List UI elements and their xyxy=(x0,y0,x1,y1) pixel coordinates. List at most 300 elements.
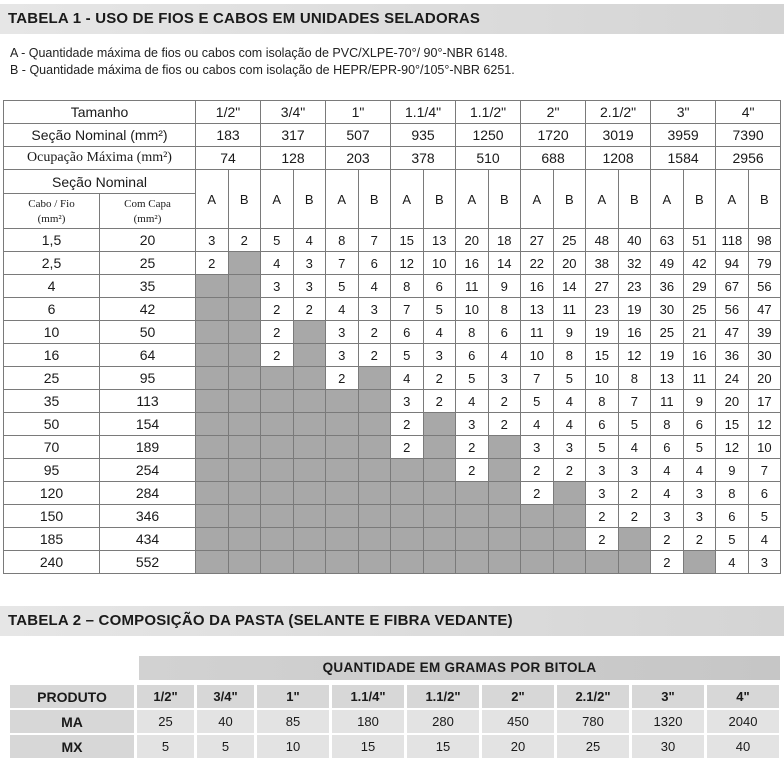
table-row xyxy=(4,344,781,367)
count-cell xyxy=(261,482,294,505)
count-cell: 2 xyxy=(618,482,651,505)
nominal-section-value: 3959 xyxy=(651,124,716,147)
count-cell: 2 xyxy=(293,298,326,321)
quantity-cell: 40 xyxy=(197,710,254,733)
count-cell: 4 xyxy=(488,344,521,367)
table-row xyxy=(4,390,781,413)
count-cell: 8 xyxy=(716,482,749,505)
count-cell: 8 xyxy=(618,367,651,390)
column-a-header: A xyxy=(391,170,424,229)
count-cell: 6 xyxy=(423,275,456,298)
count-cell xyxy=(423,528,456,551)
count-cell xyxy=(521,528,554,551)
count-cell xyxy=(228,551,261,574)
cable-section: 185 xyxy=(4,528,100,551)
count-cell: 5 xyxy=(716,528,749,551)
count-cell: 2 xyxy=(358,321,391,344)
count-cell: 2 xyxy=(261,321,294,344)
count-cell xyxy=(423,436,456,459)
cable-section: 70 xyxy=(4,436,100,459)
count-cell xyxy=(261,459,294,482)
count-cell: 56 xyxy=(716,298,749,321)
count-cell: 4 xyxy=(618,436,651,459)
count-cell: 4 xyxy=(683,459,716,482)
count-cell: 3 xyxy=(293,275,326,298)
count-cell: 4 xyxy=(326,298,359,321)
count-cell: 2 xyxy=(521,482,554,505)
quantity-cell: 15 xyxy=(332,735,404,758)
size-header: 2" xyxy=(482,685,554,708)
count-cell: 20 xyxy=(553,252,586,275)
count-cell xyxy=(293,367,326,390)
cable-section: 50 xyxy=(4,413,100,436)
product-name: MX xyxy=(10,735,134,758)
count-cell xyxy=(228,275,261,298)
cable-section: 120 xyxy=(4,482,100,505)
column-a-header: A xyxy=(456,170,489,229)
count-cell: 19 xyxy=(618,298,651,321)
count-cell: 15 xyxy=(391,229,424,252)
size-header: 1/2" xyxy=(137,685,194,708)
table-row xyxy=(4,436,781,459)
count-cell xyxy=(326,505,359,528)
count-cell: 79 xyxy=(748,252,781,275)
sheathed-section: 154 xyxy=(100,413,196,436)
count-cell: 29 xyxy=(683,275,716,298)
table-row xyxy=(4,482,781,505)
count-cell: 32 xyxy=(618,252,651,275)
count-cell: 8 xyxy=(456,321,489,344)
cable-section: 35 xyxy=(4,390,100,413)
quantity-cell: 85 xyxy=(257,710,329,733)
count-cell xyxy=(423,551,456,574)
cable-section: 1,5 xyxy=(4,229,100,252)
size-header: 2.1/2" xyxy=(557,685,629,708)
count-cell xyxy=(261,413,294,436)
count-cell xyxy=(326,528,359,551)
cable-section: 240 xyxy=(4,551,100,574)
count-cell: 30 xyxy=(748,344,781,367)
max-occupation-value: 510 xyxy=(456,147,521,170)
count-cell: 2 xyxy=(358,344,391,367)
count-cell: 4 xyxy=(651,459,684,482)
count-cell xyxy=(553,528,586,551)
max-occupation-value: 1208 xyxy=(586,147,651,170)
count-cell xyxy=(326,459,359,482)
count-cell xyxy=(456,482,489,505)
count-cell: 3 xyxy=(683,482,716,505)
count-cell: 14 xyxy=(553,275,586,298)
column-b-header: B xyxy=(618,170,651,229)
count-cell: 2 xyxy=(683,528,716,551)
paste-composition-table xyxy=(7,683,782,760)
cable-section: 10 xyxy=(4,321,100,344)
count-cell: 13 xyxy=(651,367,684,390)
count-cell xyxy=(196,344,229,367)
count-cell xyxy=(228,298,261,321)
count-cell: 51 xyxy=(683,229,716,252)
count-cell xyxy=(261,505,294,528)
count-cell: 39 xyxy=(748,321,781,344)
count-cell xyxy=(423,413,456,436)
count-cell: 56 xyxy=(748,275,781,298)
quantity-cell: 450 xyxy=(482,710,554,733)
table1-notes xyxy=(10,45,515,79)
count-cell xyxy=(228,528,261,551)
count-cell: 2 xyxy=(228,229,261,252)
count-cell: 67 xyxy=(716,275,749,298)
count-cell xyxy=(326,551,359,574)
count-cell: 3 xyxy=(586,482,619,505)
count-cell: 6 xyxy=(456,344,489,367)
cable-section: 4 xyxy=(4,275,100,298)
count-cell: 25 xyxy=(683,298,716,321)
count-cell: 9 xyxy=(553,321,586,344)
size-header: 2" xyxy=(521,101,586,124)
sheathed-section: 35 xyxy=(100,275,196,298)
label-produto: PRODUTO xyxy=(10,685,134,708)
column-b-header: B xyxy=(423,170,456,229)
count-cell xyxy=(228,252,261,275)
count-cell: 5 xyxy=(423,298,456,321)
table-row xyxy=(10,710,779,733)
count-cell xyxy=(293,413,326,436)
count-cell: 5 xyxy=(683,436,716,459)
table-row xyxy=(4,551,781,574)
column-b-header: B xyxy=(748,170,781,229)
quantity-cell: 2040 xyxy=(707,710,779,733)
count-cell: 4 xyxy=(716,551,749,574)
size-header: 1" xyxy=(257,685,329,708)
size-header: 3/4" xyxy=(261,101,326,124)
note-b: B - Quantidade máxima de fios ou cabos com isolação de HEPR/EPR-90°/105°-NBR 6251. xyxy=(10,63,515,77)
count-cell xyxy=(293,505,326,528)
count-cell: 8 xyxy=(651,413,684,436)
count-cell xyxy=(196,275,229,298)
count-cell: 3 xyxy=(618,459,651,482)
count-cell xyxy=(358,436,391,459)
count-cell: 17 xyxy=(748,390,781,413)
count-cell xyxy=(196,390,229,413)
column-b-header: B xyxy=(553,170,586,229)
count-cell xyxy=(488,551,521,574)
table-row xyxy=(4,229,781,252)
count-cell xyxy=(261,367,294,390)
count-cell: 10 xyxy=(423,252,456,275)
count-cell: 3 xyxy=(651,505,684,528)
count-cell xyxy=(261,390,294,413)
label-secao: Seção Nominal xyxy=(4,170,196,194)
count-cell: 2 xyxy=(391,413,424,436)
column-b-header: B xyxy=(683,170,716,229)
max-occupation-value: 2956 xyxy=(716,147,781,170)
count-cell xyxy=(326,390,359,413)
count-cell: 21 xyxy=(683,321,716,344)
max-occupation-value: 74 xyxy=(196,147,261,170)
count-cell: 5 xyxy=(456,367,489,390)
count-cell: 12 xyxy=(716,436,749,459)
table-row xyxy=(10,735,779,758)
nominal-section-value: 183 xyxy=(196,124,261,147)
cabo-fio-text: Cabo / Fio xyxy=(28,198,75,211)
table2-group-header: QUANTIDADE EM GRAMAS POR BITOLA xyxy=(139,656,780,680)
count-cell: 8 xyxy=(488,298,521,321)
count-cell xyxy=(196,367,229,390)
count-cell: 49 xyxy=(651,252,684,275)
count-cell xyxy=(391,505,424,528)
count-cell xyxy=(196,459,229,482)
count-cell: 4 xyxy=(553,390,586,413)
count-cell: 10 xyxy=(586,367,619,390)
count-cell: 11 xyxy=(521,321,554,344)
com-capa-text: Com Capa xyxy=(124,198,171,211)
count-cell: 7 xyxy=(618,390,651,413)
column-a-header: A xyxy=(261,170,294,229)
count-cell: 36 xyxy=(651,275,684,298)
column-b-header: B xyxy=(488,170,521,229)
count-cell xyxy=(488,459,521,482)
count-cell: 6 xyxy=(683,413,716,436)
count-cell: 2 xyxy=(261,298,294,321)
count-cell xyxy=(293,436,326,459)
count-cell xyxy=(553,505,586,528)
count-cell: 19 xyxy=(586,321,619,344)
count-cell: 3 xyxy=(586,459,619,482)
cable-section: 6 xyxy=(4,298,100,321)
cable-section: 2,5 xyxy=(4,252,100,275)
count-cell: 12 xyxy=(748,413,781,436)
count-cell xyxy=(196,413,229,436)
count-cell xyxy=(261,436,294,459)
count-cell: 9 xyxy=(488,275,521,298)
count-cell: 2 xyxy=(423,390,456,413)
size-header: 1" xyxy=(326,101,391,124)
count-cell xyxy=(423,459,456,482)
column-a-header: A xyxy=(326,170,359,229)
count-cell xyxy=(358,482,391,505)
count-cell xyxy=(196,321,229,344)
count-cell xyxy=(391,482,424,505)
quantity-cell: 25 xyxy=(137,710,194,733)
count-cell: 27 xyxy=(586,275,619,298)
nominal-section-value: 1250 xyxy=(456,124,521,147)
count-cell xyxy=(456,551,489,574)
cable-section: 150 xyxy=(4,505,100,528)
count-cell: 3 xyxy=(456,413,489,436)
size-header: 1.1/2" xyxy=(456,101,521,124)
count-cell: 3 xyxy=(326,321,359,344)
max-occupation-value: 1584 xyxy=(651,147,716,170)
count-cell: 2 xyxy=(423,367,456,390)
count-cell xyxy=(261,551,294,574)
count-cell: 3 xyxy=(293,252,326,275)
count-cell: 9 xyxy=(683,390,716,413)
count-cell: 23 xyxy=(618,275,651,298)
count-cell: 2 xyxy=(326,367,359,390)
quantity-cell: 15 xyxy=(407,735,479,758)
count-cell: 12 xyxy=(618,344,651,367)
count-cell xyxy=(391,528,424,551)
column-a-header: A xyxy=(586,170,619,229)
count-cell xyxy=(293,528,326,551)
quantity-cell: 40 xyxy=(707,735,779,758)
count-cell xyxy=(196,298,229,321)
count-cell xyxy=(293,459,326,482)
sheathed-section: 552 xyxy=(100,551,196,574)
count-cell xyxy=(261,528,294,551)
count-cell: 2 xyxy=(456,436,489,459)
count-cell: 3 xyxy=(553,436,586,459)
count-cell: 7 xyxy=(326,252,359,275)
count-cell xyxy=(228,505,261,528)
label-ocupacao: Ocupação Máxima (mm²) xyxy=(4,147,196,170)
count-cell: 2 xyxy=(553,459,586,482)
count-cell: 42 xyxy=(683,252,716,275)
count-cell xyxy=(618,551,651,574)
count-cell: 10 xyxy=(748,436,781,459)
count-cell: 4 xyxy=(423,321,456,344)
product-name: MA xyxy=(10,710,134,733)
count-cell: 25 xyxy=(651,321,684,344)
count-cell: 2 xyxy=(521,459,554,482)
nominal-section-value: 7390 xyxy=(716,124,781,147)
count-cell: 11 xyxy=(683,367,716,390)
quantity-cell: 1320 xyxy=(632,710,704,733)
count-cell: 7 xyxy=(391,298,424,321)
table-row xyxy=(4,275,781,298)
count-cell: 94 xyxy=(716,252,749,275)
count-cell xyxy=(553,551,586,574)
count-cell: 2 xyxy=(586,505,619,528)
count-cell xyxy=(358,459,391,482)
count-cell: 30 xyxy=(651,298,684,321)
count-cell: 7 xyxy=(358,229,391,252)
count-cell xyxy=(228,321,261,344)
count-cell xyxy=(196,528,229,551)
count-cell: 3 xyxy=(748,551,781,574)
count-cell xyxy=(228,344,261,367)
count-cell: 3 xyxy=(521,436,554,459)
count-cell: 5 xyxy=(261,229,294,252)
table-row xyxy=(4,252,781,275)
quantity-cell: 280 xyxy=(407,710,479,733)
cable-section: 25 xyxy=(4,367,100,390)
count-cell: 20 xyxy=(716,390,749,413)
count-cell xyxy=(456,505,489,528)
count-cell: 2 xyxy=(586,528,619,551)
count-cell: 11 xyxy=(553,298,586,321)
table-row xyxy=(4,528,781,551)
count-cell xyxy=(358,505,391,528)
count-cell: 6 xyxy=(651,436,684,459)
count-cell: 24 xyxy=(716,367,749,390)
column-a-header: A xyxy=(716,170,749,229)
count-cell xyxy=(521,551,554,574)
sheathed-section: 434 xyxy=(100,528,196,551)
size-header: 3" xyxy=(651,101,716,124)
count-cell: 16 xyxy=(456,252,489,275)
count-cell: 8 xyxy=(391,275,424,298)
count-cell: 20 xyxy=(748,367,781,390)
max-occupation-value: 378 xyxy=(391,147,456,170)
count-cell: 40 xyxy=(618,229,651,252)
count-cell: 3 xyxy=(683,505,716,528)
size-header: 1.1/4" xyxy=(391,101,456,124)
count-cell xyxy=(391,459,424,482)
quantity-cell: 780 xyxy=(557,710,629,733)
size-header: 1.1/4" xyxy=(332,685,404,708)
count-cell xyxy=(326,413,359,436)
table-row xyxy=(4,459,781,482)
sheathed-section: 25 xyxy=(100,252,196,275)
count-cell xyxy=(618,528,651,551)
table-row xyxy=(4,367,781,390)
count-cell: 4 xyxy=(293,229,326,252)
label-secao-nominal: Seção Nominal (mm²) xyxy=(4,124,196,147)
ab-header-row xyxy=(4,170,781,194)
count-cell: 47 xyxy=(748,298,781,321)
max-occupation-value: 203 xyxy=(326,147,391,170)
count-cell: 47 xyxy=(716,321,749,344)
quantity-cell: 10 xyxy=(257,735,329,758)
sheathed-section: 20 xyxy=(100,229,196,252)
count-cell xyxy=(228,482,261,505)
count-cell: 7 xyxy=(748,459,781,482)
count-cell: 2 xyxy=(196,252,229,275)
count-cell: 2 xyxy=(261,344,294,367)
count-cell xyxy=(358,390,391,413)
table-row xyxy=(4,413,781,436)
count-cell: 23 xyxy=(586,298,619,321)
count-cell: 20 xyxy=(456,229,489,252)
count-cell xyxy=(293,390,326,413)
count-cell xyxy=(293,482,326,505)
size-header: 4" xyxy=(716,101,781,124)
count-cell: 2 xyxy=(488,413,521,436)
nominal-section-value: 507 xyxy=(326,124,391,147)
count-cell xyxy=(228,367,261,390)
quantity-cell: 30 xyxy=(632,735,704,758)
count-cell: 8 xyxy=(326,229,359,252)
count-cell: 18 xyxy=(488,229,521,252)
count-cell: 5 xyxy=(586,436,619,459)
quantity-cell: 25 xyxy=(557,735,629,758)
count-cell xyxy=(326,482,359,505)
count-cell: 6 xyxy=(391,321,424,344)
count-cell xyxy=(358,528,391,551)
count-cell: 11 xyxy=(651,390,684,413)
count-cell: 10 xyxy=(521,344,554,367)
count-cell xyxy=(683,551,716,574)
nominal-section-value: 935 xyxy=(391,124,456,147)
count-cell: 5 xyxy=(326,275,359,298)
sheathed-section: 42 xyxy=(100,298,196,321)
count-cell: 2 xyxy=(391,436,424,459)
count-cell: 19 xyxy=(651,344,684,367)
count-cell: 14 xyxy=(488,252,521,275)
count-cell xyxy=(293,321,326,344)
count-cell xyxy=(228,459,261,482)
sheathed-section: 254 xyxy=(100,459,196,482)
count-cell: 16 xyxy=(683,344,716,367)
count-cell: 5 xyxy=(553,367,586,390)
sheathed-section: 64 xyxy=(100,344,196,367)
count-cell: 3 xyxy=(391,390,424,413)
count-cell xyxy=(488,482,521,505)
count-cell: 5 xyxy=(521,390,554,413)
count-cell: 6 xyxy=(488,321,521,344)
count-cell: 6 xyxy=(748,482,781,505)
